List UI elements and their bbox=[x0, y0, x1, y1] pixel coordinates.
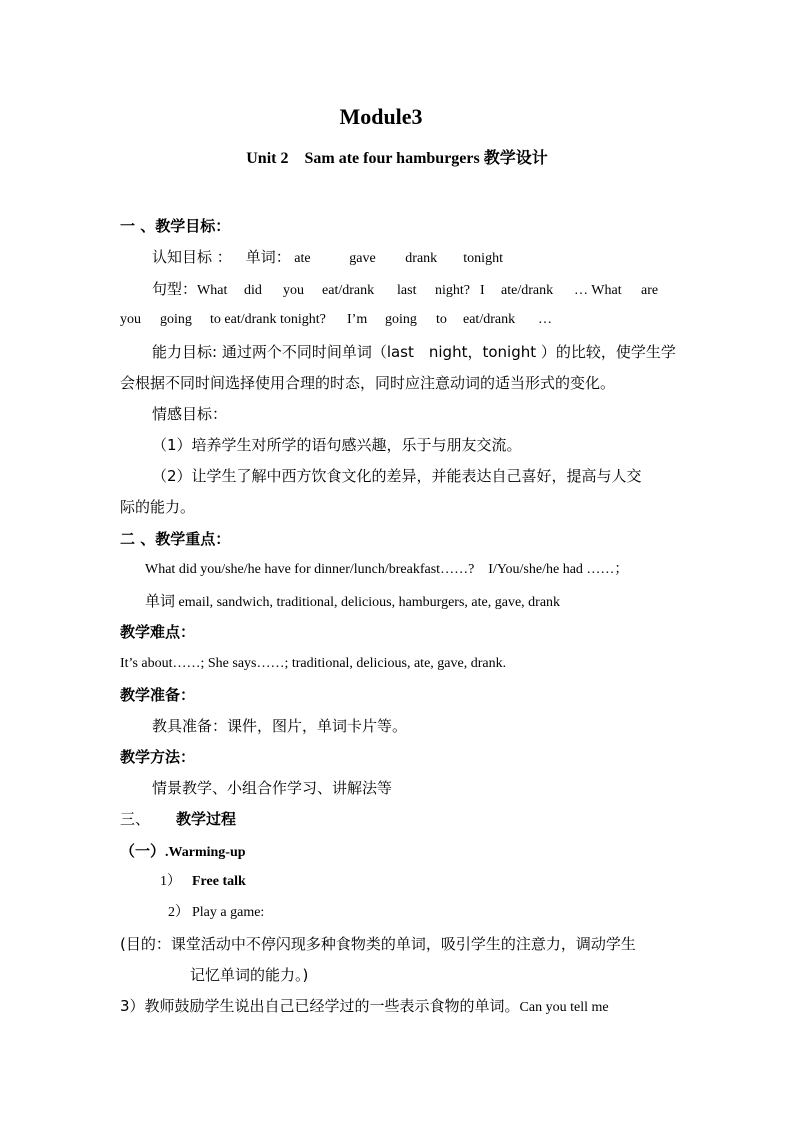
section3-number: 三、 bbox=[120, 810, 151, 828]
emotion-goal-2b: 际的能力。 bbox=[120, 498, 196, 516]
step-2-text: Play a game: bbox=[192, 905, 265, 920]
pattern-word: eat/drank bbox=[322, 283, 375, 298]
pattern-word: … What bbox=[574, 283, 622, 298]
words-label: 单词： bbox=[245, 248, 291, 266]
preparation-text: 教具准备：课件，图片，单词卡片等。 bbox=[152, 717, 408, 735]
cognitive-goal-line bbox=[152, 247, 503, 269]
step-2 bbox=[168, 903, 264, 923]
preparation-heading: 教学准备： bbox=[120, 686, 196, 704]
key-words: email, sandwich, traditional, delicious, hamburgers, ate, gave, drank bbox=[175, 595, 561, 610]
emotion-goal-1: （1）培养学生对所学的语句感兴趣，乐于与朋友交流。 bbox=[152, 436, 522, 454]
ability-goal-line-1: 能力目标: 通过两个不同时间单词（last night，tonight ）的比较，使学生学 bbox=[152, 343, 676, 361]
difficulty-heading: 教学难点： bbox=[120, 623, 196, 641]
warming-up-label: .Warming-up bbox=[165, 845, 246, 860]
cognitive-goal-label: 认知目标 ： bbox=[152, 248, 232, 266]
word: gave bbox=[349, 251, 376, 266]
pattern-word: you bbox=[120, 312, 141, 327]
key-words-label: 单词 bbox=[145, 592, 176, 610]
method-text: 情景教学、小组合作学习、讲解法等 bbox=[152, 779, 393, 797]
purpose-line-2: 记忆单词的能力。) bbox=[190, 966, 309, 984]
section1-heading: 一 、教学目标： bbox=[120, 217, 231, 235]
word: tonight bbox=[463, 251, 503, 266]
step-3 bbox=[120, 996, 609, 1018]
step-1-number: 1） bbox=[160, 874, 181, 889]
emotion-goal-2a: （2）让学生了解中西方饮食文化的差异，并能表达自己喜好，提高与人交 bbox=[152, 467, 642, 485]
pattern-label: 句型： bbox=[152, 280, 198, 298]
purpose-line-1: (目的：课堂活动中不停闪现多种食物类的单词，吸引学生的注意力，调动学生 bbox=[120, 935, 636, 953]
word: drank bbox=[405, 251, 438, 266]
difficulty-text: It’s about……; She says……; traditional, delicious, ate, gave, drank. bbox=[120, 656, 507, 671]
pattern-word: last bbox=[397, 283, 417, 298]
step-1-text: Free talk bbox=[192, 874, 246, 889]
pattern-word: you bbox=[283, 283, 305, 298]
page-subtitle: Unit 2 Sam ate four hamburgers 教学设计 bbox=[246, 150, 548, 167]
step-3-english: Can you tell me bbox=[519, 1000, 609, 1015]
key-point-line-1: What did you/she/he have for dinner/lunch/breakfast……? I/You/she/he had ……； bbox=[145, 562, 629, 577]
pattern-word: night? bbox=[435, 283, 471, 298]
pattern-word: ate/drank bbox=[501, 283, 554, 298]
pattern-word: going bbox=[160, 312, 192, 327]
emotion-goal-label: 情感目标： bbox=[152, 405, 228, 423]
step-3-text: 3）教师鼓励学生说出自己已经学过的一些表示食物的单词。 bbox=[120, 997, 520, 1015]
warming-up-heading bbox=[120, 841, 246, 863]
pattern-word: did bbox=[244, 283, 262, 298]
section2-heading: 二 、教学重点： bbox=[120, 530, 231, 548]
pattern-word: I bbox=[480, 283, 485, 298]
section3-heading: 教学过程 bbox=[176, 810, 237, 828]
pattern-word: eat/drank bbox=[463, 312, 516, 327]
pattern-word: are bbox=[641, 283, 659, 298]
step-1 bbox=[160, 872, 246, 892]
page-title: Module3 bbox=[339, 104, 423, 129]
warming-up-number: （一） bbox=[120, 842, 166, 860]
ability-goal-line-2: 会根据不同时间选择使用合理的时态，同时应注意动词的适当形式的变化。 bbox=[120, 374, 616, 392]
pattern-word: … bbox=[538, 312, 552, 327]
sentence-pattern-line-2 bbox=[120, 310, 552, 330]
method-heading: 教学方法： bbox=[120, 748, 196, 766]
key-point-line-2 bbox=[145, 591, 560, 613]
pattern-word: I’m bbox=[347, 312, 368, 327]
word: ate bbox=[294, 251, 311, 266]
sentence-pattern-line-1 bbox=[152, 279, 658, 301]
pattern-word: What bbox=[197, 283, 228, 298]
pattern-word: to bbox=[436, 312, 447, 327]
pattern-word: to eat/drank tonight? bbox=[210, 312, 326, 327]
pattern-word: going bbox=[385, 312, 417, 327]
step-2-number: 2） bbox=[168, 905, 189, 920]
